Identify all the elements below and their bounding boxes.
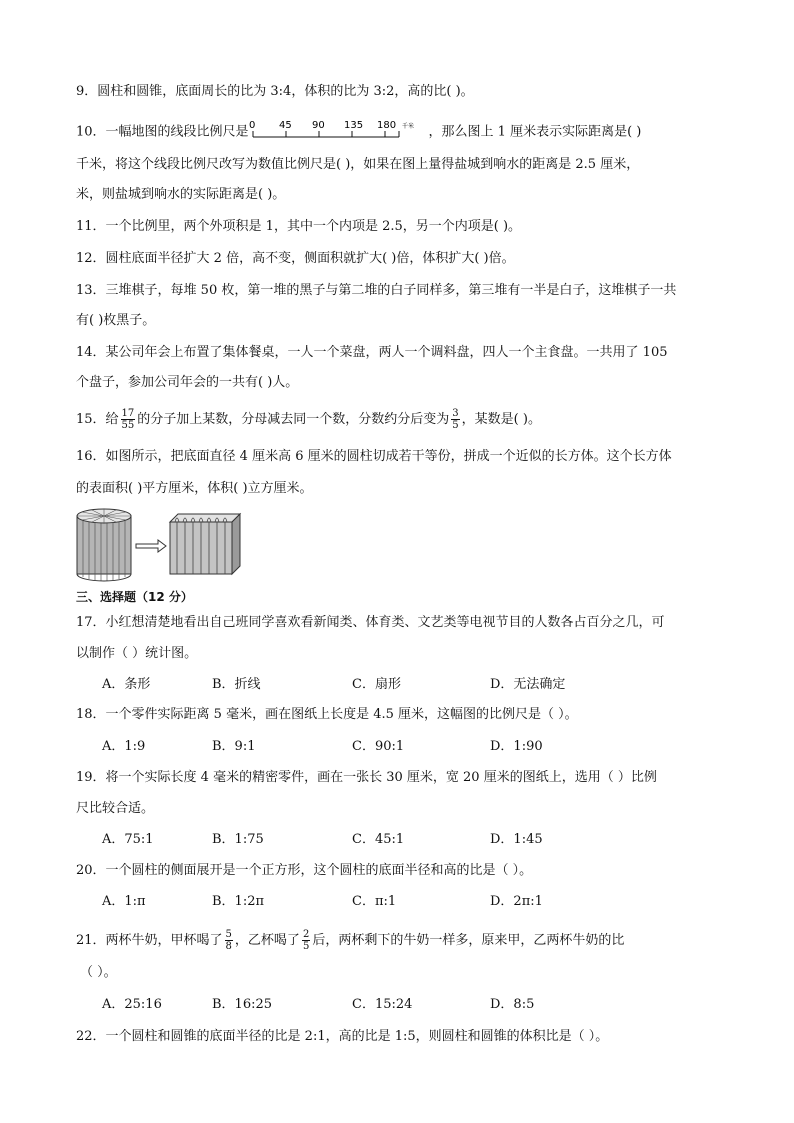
scale-tick-90: 90 [311,120,325,131]
question-13-line1: 13．三堆棋子，每堆 50 枚，第一堆的黑子与第二堆的白子同样多，第三堆有一半是白子，这堆棋子一共 [76,283,677,298]
question-21-line1: 21．两杯牛奶，甲杯喝了 $\frac{5}{8}$ ，乙杯喝了 $\frac{2}{5}$ 后，两杯剩下的牛奶一样多，原来甲，乙两杯牛奶的比 [76,929,625,952]
question-10-line3: 米，则盐城到响水的实际距离是( )。 [76,187,286,202]
q17-option-a[interactable]: A．条形 [102,677,151,692]
q21-option-c[interactable]: C．15:24 [352,997,413,1012]
question-12: 12．圆柱底面半径扩大 2 倍，高不变，侧面积就扩大( )倍，体积扩大( )倍。 [76,251,515,266]
fraction-17-55: $\frac{17}{55}$ [121,408,135,431]
scale-tick-0: 0 [248,120,255,131]
q17-option-b[interactable]: B．折线 [212,677,261,692]
cylinder-to-cuboid-figure [74,506,254,582]
q20-option-b[interactable]: B．1:2π [212,894,265,909]
q20-option-c[interactable]: C．π:1 [352,894,397,909]
scale-tick-180: 180 [376,120,396,131]
question-19-line2: 尺比较合适。 [76,801,155,816]
question-11: 11．一个比例里，两个外项积是 1，其中一个内项是 2.5，另一个内项是( )。 [76,219,522,234]
fraction-2-5: $\frac{2}{5}$ [302,929,310,952]
scale-unit: 千米 [401,123,414,130]
question-20: 20．一个圆柱的侧面展开是一个正方形，这个圆柱的底面半径和高的比是（ ）。 [76,863,533,878]
question-15: 15．给 $\frac{17}{55}$ 的分子加上某数，分母减去同一个数，分数约分后变为 $\frac{3}{5}$ ，某数是( )。 [76,408,541,431]
question-14-line2: 个盘子，参加公司年会的一共有( )人。 [76,375,299,390]
q19-option-b[interactable]: B．1:75 [212,832,264,847]
q20-option-d[interactable]: D．2π:1 [490,894,543,909]
q18-option-b[interactable]: B．9:1 [212,739,256,754]
scale-bar-svg [249,119,429,145]
question-22: 22．一个圆柱和圆锥的底面半径的比是 2:1，高的比是 1:5，则圆柱和圆锥的体积比是（ ）。 [76,1029,609,1044]
q21-option-a[interactable]: A．25:16 [102,997,162,1012]
question-17-line1: 17．小红想清楚地看出自己班同学喜欢看新闻类、体育类、文艺类等电视节目的人数各占百分之几，可 [76,615,665,630]
question-16-line1: 16．如图所示，把底面直径 4 厘米高 6 厘米的圆柱切成若干等份，拼成一个近似的长方体。这个长方体 [76,449,672,464]
figure-svg [74,506,254,582]
question-16-line2: 的表面积( )平方厘米，体积( )立方厘米。 [76,481,313,496]
question-9: 9．圆柱和圆锥，底面周长的比为 3:4，体积的比为 3:2，高的比( )。 [76,84,474,99]
fraction-3-5: $\frac{3}{5}$ [452,408,459,431]
q20-option-a[interactable]: A．1:π [102,894,146,909]
section-heading-choice: 三、选择题（12 分） [76,590,193,604]
q19-option-a[interactable]: A．75:1 [102,832,154,847]
q18-option-d[interactable]: D．1:90 [490,739,543,754]
fraction-5-8: $\frac{5}{8}$ [225,929,232,952]
question-17-line2: 以制作（ ）统计图。 [76,646,198,661]
line-segment-scale [249,119,429,145]
question-10-line1: 10．一幅地图的线段比例尺是 0 45 90 135 180 千米 ，那么图上 1 厘米表示实际距离是( ) [76,119,641,145]
q19-option-c[interactable]: C．45:1 [352,832,405,847]
scale-tick-135: 135 [343,120,363,131]
q17-option-d[interactable]: D．无法确定 [490,677,566,692]
question-19-line1: 19．将一个实际长度 4 毫米的精密零件，画在一张长 30 厘米，宽 20 厘米的图纸上，选用（ ）比例 [76,770,657,785]
q21-option-d[interactable]: D．8:5 [490,997,535,1012]
question-14-line1: 14．某公司年会上布置了集体餐桌，一人一个菜盘，两人一个调料盘，四人一个主食盘。一共用了 105 [76,345,668,360]
question-13-line2: 有( )枚黑子。 [76,313,156,328]
q17-option-c[interactable]: C．扇形 [352,677,401,692]
question-21-line2: （ ）。 [80,965,117,980]
q19-option-d[interactable]: D．1:45 [490,832,543,847]
question-18: 18．一个零件实际距离 5 毫米，画在图纸上长度是 4.5 厘米，这幅图的比例尺是（ ）。 [76,707,578,722]
q21-option-b[interactable]: B．16:25 [212,997,273,1012]
scale-tick-45: 45 [278,120,292,131]
q18-option-a[interactable]: A．1:9 [102,739,146,754]
question-10-line2: 千米，将这个线段比例尺改写为数值比例尺是( )，如果在图上量得盐城到响水的距离是 2.5 厘米， [76,157,640,172]
q18-option-c[interactable]: C．90:1 [352,739,405,754]
